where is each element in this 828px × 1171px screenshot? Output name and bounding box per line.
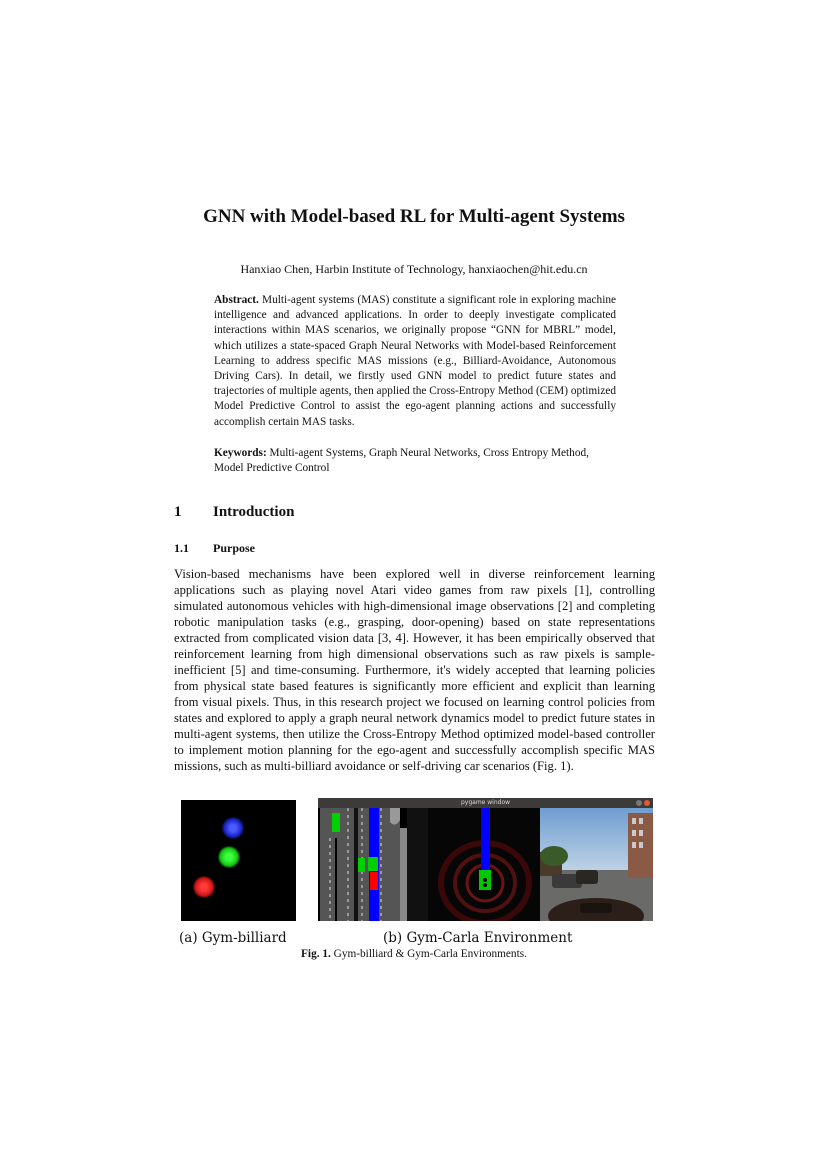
section-number: 1 (174, 504, 182, 520)
author-line: Hanxiao Chen, Harbin Institute of Technology, hanxiaochen@hit.edu.cn (240, 262, 588, 276)
window-title: pygame window (460, 799, 511, 806)
keywords-label: Keywords: (214, 447, 267, 459)
lidar-view (428, 808, 540, 921)
abstract-label: Abstract. (214, 294, 259, 306)
subsection-heading (174, 541, 255, 556)
blue-ball (222, 817, 244, 839)
red-ball (193, 876, 215, 898)
subsection-number: 1.1 (174, 541, 189, 555)
section-heading (174, 504, 294, 521)
figure-caption (0, 948, 828, 960)
billiard-image (181, 800, 296, 921)
subfigure-a-label: (a) Gym-billiard (179, 930, 287, 946)
birdeye-view (318, 808, 428, 921)
camera-view (540, 808, 653, 921)
paper-title: GNN with Model-based RL for Multi-agent Systems (203, 206, 625, 227)
figure-caption-label: Fig. 1. (301, 948, 331, 960)
subfigure-b-label: (b) Gym-Carla Environment (383, 930, 573, 946)
figure-caption-text: Gym-billiard & Gym-Carla Environments. (333, 948, 527, 960)
keywords (214, 446, 616, 476)
abstract-text: Multi-agent systems (MAS) constitute a significant role in exploring machine intelligence and advanced applications. In order to deeply investigate complicated interactions within MAS scenarios, we originally propose “GNN for MBRL” model, which utilizes a state-spaced Graph Neural Networks with Model-based Reinforcement Learning to address specific MAS missions (e.g., Billiard-Avoidance, Autonomous Driving Cars). In detail, we firstly used GNN model to predict future states and trajectories of multiple agents, then applied the Cross-Entropy Method (CEM) optimized Model Predictive Control to assist the ego-agent planning actions and successfully accomplish certain MAS tasks. (214, 294, 617, 428)
carla-image (318, 798, 653, 921)
green-ball (218, 846, 240, 868)
section-title: Introduction (213, 504, 295, 520)
close-icon (644, 800, 650, 806)
pygame-titlebar (318, 798, 653, 808)
minimize-icon (636, 800, 642, 806)
subsection-title: Purpose (213, 541, 255, 555)
keywords-text: Multi-agent Systems, Graph Neural Networks, Cross Entropy Method, Model Predictive Control (214, 447, 589, 475)
abstract (214, 293, 616, 430)
body-paragraph: Vision-based mechanisms have been explored well in diverse reinforcement learning applications such as playing novel Atari video games from raw pixels [1], controlling simulated autonomous vehicles with high-dimensional image observations [2] and completing robotic manipulation tasks (e.g., grasping, door-opening) based on state representations extracted from complicated vision data [3, 4]. However, it has been empirically observed that reinforcement learning from high dimensional observations such as raw pixels is sample-inefficient [5] and time-consuming. Furthermore, it's widely accepted that learning policies from physical state based features is significantly more efficient and explicit than learning from visual pixels. Thus, in this research project we focused on learning control policies from states and explored to apply a graph neural network dynamics model to predict future states in multi-agent systems, then utilize the Cross-Entropy Method optimized model-based controller to implement motion planning for the ego-agent and successfully accomplish specific MAS missions, such as multi-billiard avoidance or self-driving car scenarios (Fig. 1). (174, 567, 655, 773)
